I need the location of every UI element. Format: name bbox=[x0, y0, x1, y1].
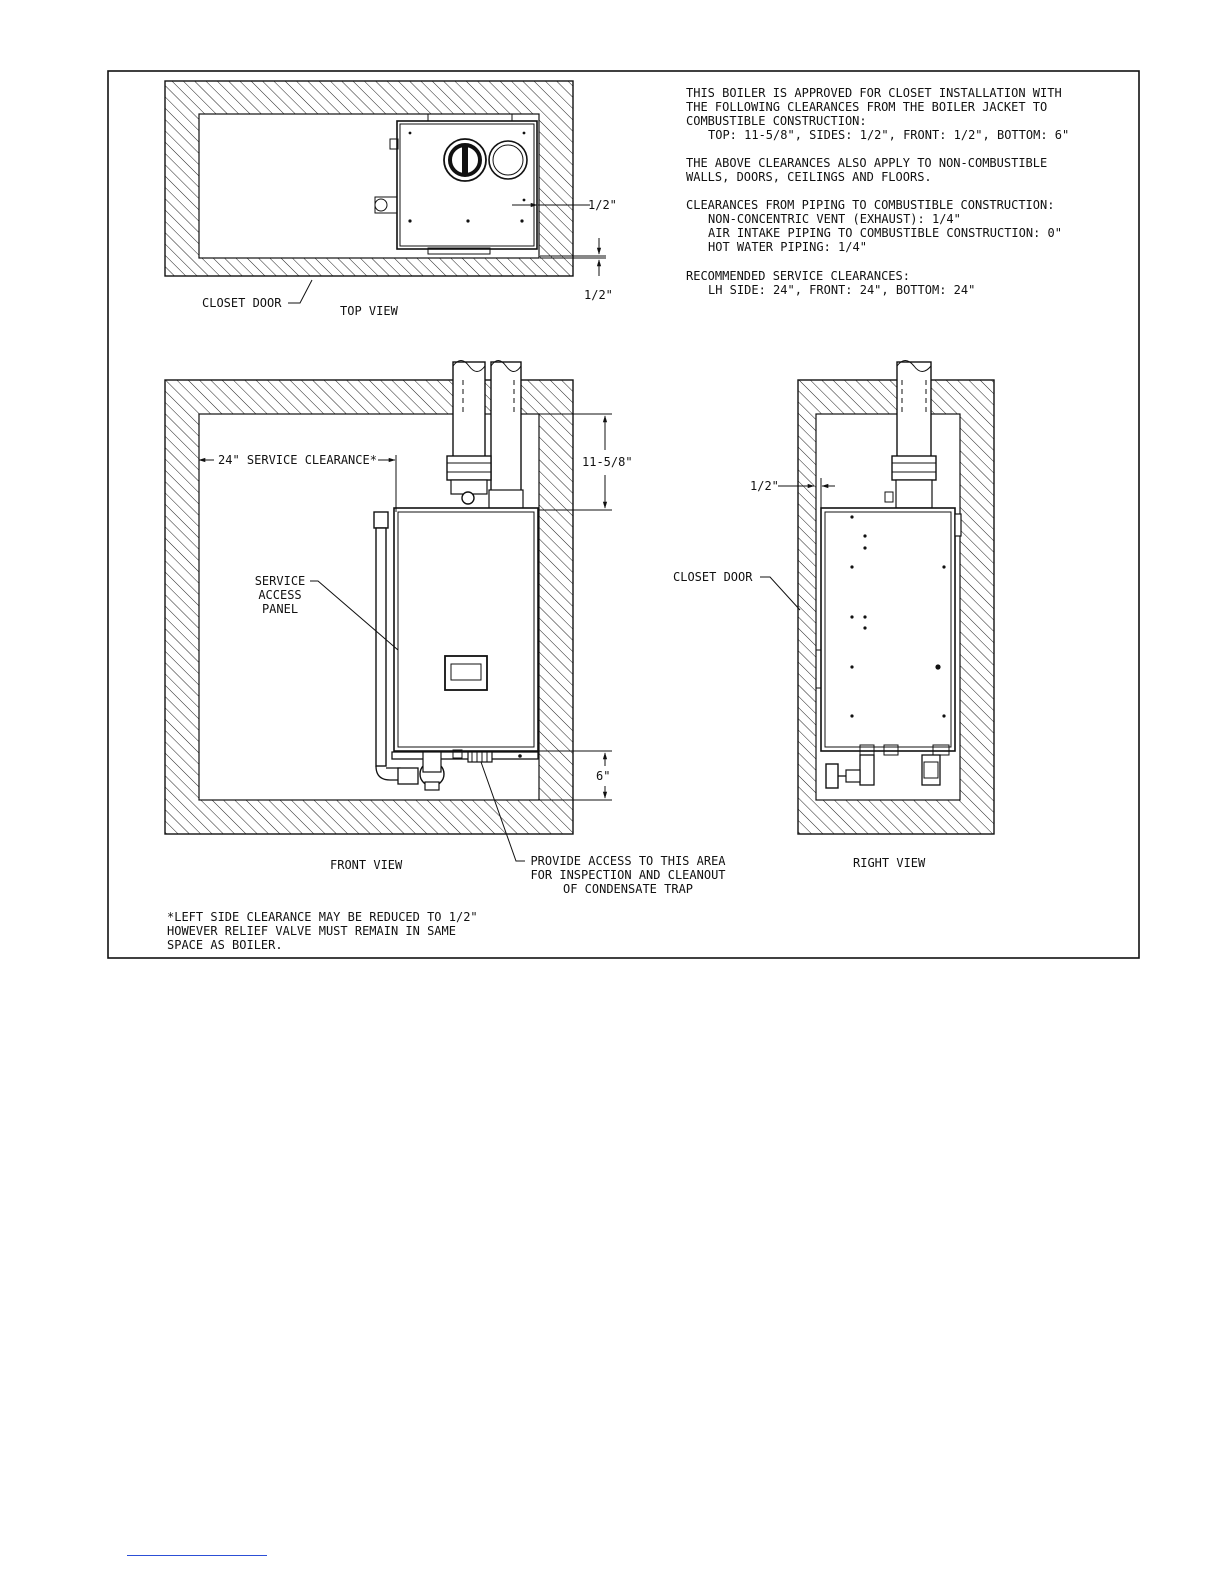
right-door-dim-label: 1/2" bbox=[750, 479, 779, 493]
top-view-title: TOP VIEW bbox=[340, 304, 398, 318]
note-piping-3: AIR INTAKE PIPING TO COMBUSTIBLE CONSTRUCTION: 0" bbox=[708, 226, 1063, 240]
footnote-line-2: HOWEVER RELIEF VALVE MUST REMAIN IN SAME bbox=[167, 924, 456, 938]
right-view-title: RIGHT VIEW bbox=[853, 856, 926, 870]
front-view bbox=[165, 361, 726, 897]
note-approval-4: TOP: 11-5/8", SIDES: 1/2", FRONT: 1/2", BOTTOM: 6" bbox=[708, 128, 1070, 142]
top-closet-door-label: CLOSET DOOR bbox=[202, 296, 282, 310]
note-service-2: LH SIDE: 24", FRONT: 24", BOTTOM: 24" bbox=[708, 283, 976, 297]
note-approval-3: COMBUSTIBLE CONSTRUCTION: bbox=[686, 114, 867, 128]
service-panel-label-2: ACCESS bbox=[258, 588, 302, 602]
note-noncombustible-2: WALLS, DOORS, CEILINGS AND FLOORS. bbox=[686, 170, 932, 184]
condensate-note-3: OF CONDENSATE TRAP bbox=[562, 882, 694, 896]
right-closet-door-label: CLOSET DOOR bbox=[673, 570, 753, 584]
clearance-notes bbox=[686, 86, 1069, 297]
note-approval-2: THE FOLLOWING CLEARANCES FROM THE BOILER JACKET TO bbox=[686, 100, 1048, 114]
note-noncombustible-1: THE ABOVE CLEARANCES ALSO APPLY TO NON-COMBUSTIBLE bbox=[686, 156, 1048, 170]
service-panel-label-1: SERVICE bbox=[254, 574, 306, 588]
top-clearance-label: 11-5/8" bbox=[582, 455, 633, 469]
note-service-1: RECOMMENDED SERVICE CLEARANCES: bbox=[686, 269, 910, 283]
footer-underline bbox=[127, 1555, 267, 1556]
top-side-dim-label: 1/2" bbox=[588, 198, 617, 212]
note-piping-4: HOT WATER PIPING: 1/4" bbox=[708, 240, 867, 254]
boiler-top-outline bbox=[375, 114, 537, 254]
front-intake-pipe bbox=[491, 362, 521, 497]
note-approval-1: THIS BOILER IS APPROVED FOR CLOSET INSTALLATION WITH bbox=[686, 86, 1062, 100]
right-boiler-body bbox=[821, 508, 955, 751]
note-piping-1: CLEARANCES FROM PIPING TO COMBUSTIBLE CONSTRUCTION: bbox=[686, 198, 1055, 212]
top-view bbox=[165, 81, 617, 318]
bottom-clearance-label: 6" bbox=[596, 769, 611, 783]
top-front-dim-label: 1/2" bbox=[584, 288, 613, 302]
footnote-line-3: SPACE AS BOILER. bbox=[167, 938, 283, 952]
front-boiler-body bbox=[394, 508, 538, 751]
relief-valve-pipe bbox=[376, 528, 386, 766]
note-piping-2: NON-CONCENTRIC VENT (EXHAUST): 1/4" bbox=[708, 212, 961, 226]
footnote-line-1: *LEFT SIDE CLEARANCE MAY BE REDUCED TO 1/2" bbox=[167, 910, 478, 924]
service-clearance-label: 24" SERVICE CLEARANCE* bbox=[218, 453, 377, 467]
condensate-note-1: PROVIDE ACCESS TO THIS AREA bbox=[530, 854, 726, 868]
footnote bbox=[167, 910, 478, 952]
service-panel-label-3: PANEL bbox=[261, 602, 299, 616]
right-view bbox=[673, 361, 994, 871]
condensate-note-2: FOR INSPECTION AND CLEANOUT bbox=[530, 868, 726, 882]
front-view-title: FRONT VIEW bbox=[330, 858, 403, 872]
